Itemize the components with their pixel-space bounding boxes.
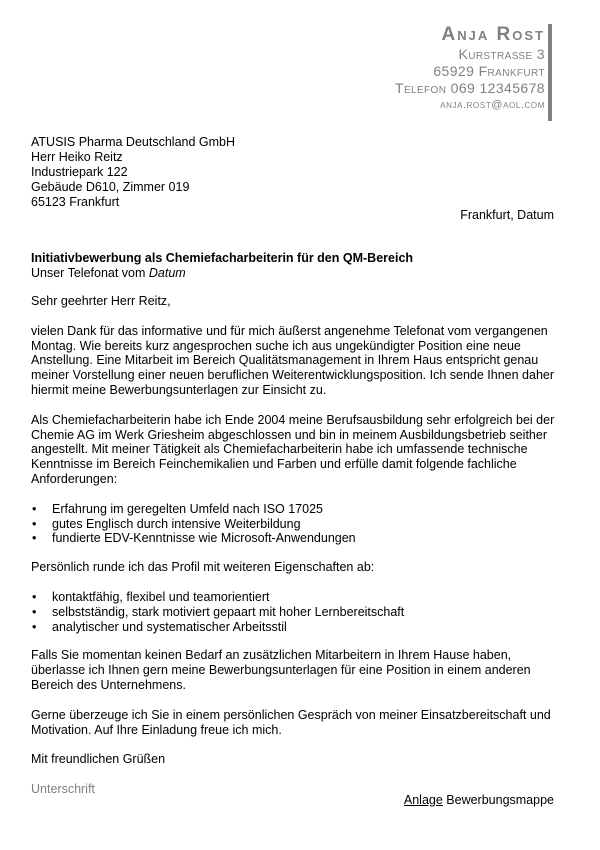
- subject-line: Initiativbewerbung als Chemiefacharbeiterin für den QM-Bereich: [31, 251, 414, 265]
- bullet-icon: •: [32, 604, 37, 619]
- bullet-icon: •: [32, 516, 37, 531]
- paragraph-alternative: Falls Sie momentan keinen Bedarf an zusätzlichen Mitarbeitern in Ihrem Hause haben, überlasse ich Ihnen gern meine Bewerbungsunterlagen für eine Position in einem anderen Bereich des Unternehmens.: [31, 648, 531, 692]
- list-item: • Erfahrung im geregelten Umfeld nach ISO 17025: [32, 501, 323, 516]
- list-item: • gutes Englisch durch intensive Weiterbildung: [32, 516, 301, 531]
- paragraph-closing: Gerne überzeuge ich Sie in einem persönlichen Gespräch von meiner Einsatzbereitschaft und Motivation. Auf Ihre Einladung freue ich mich.: [31, 707, 551, 737]
- letter-body: [31, 294, 561, 797]
- list-item: • kontaktfähig, flexibel und teamorientiert: [32, 589, 270, 604]
- closing-greeting: Mit freundlichen Grüßen: [31, 752, 166, 767]
- list-item: • fundierte EDV-Kenntnisse wie Microsoft-Anwendungen: [32, 531, 356, 546]
- sender-accent-bar: [548, 24, 552, 121]
- recipient-company: ATUSIS Pharma Deutschland GmbH: [31, 135, 236, 149]
- bullet-icon: •: [32, 619, 37, 634]
- qualifications-list: [31, 502, 561, 546]
- attachment-label: Anlage: [403, 793, 443, 807]
- sender-phone: Telefon 069 12345678: [395, 80, 545, 96]
- bullet-icon: •: [32, 501, 37, 516]
- attachment-note: [404, 793, 554, 807]
- sender-block: [395, 24, 545, 114]
- recipient-city: 65123 Frankfurt: [31, 195, 120, 209]
- subject-block: [31, 251, 413, 281]
- sender-name: Anja Rost: [441, 24, 545, 45]
- reference-line: [31, 266, 413, 281]
- paragraph-intro: vielen Dank für das informative und für mich äußerst angenehme Telefonat vom vergangenen Montag. Wie bereits kurz angesprochen suche ich aus ungekündigter Position eine neue Anstellung. Eine Mitarbeit im Bereich Qualitätsmanagement in Ihrem Haus entspricht genau meiner Vorstellung einer neuen beruflichen Weiterentwicklungsposition. Ich sende Ihnen daher hiermit meine Bewerbungsunterlagen zur Einsicht zu.: [31, 323, 555, 397]
- reference-date: Datum: [148, 266, 186, 280]
- attachment-text: Bewerbungsmappe: [442, 793, 554, 807]
- salutation: Sehr geehrter Herr Reitz,: [31, 294, 171, 308]
- sender-city: 65929 Frankfurt: [433, 63, 545, 79]
- recipient-address: [31, 135, 235, 210]
- bullet-icon: •: [32, 531, 37, 546]
- list-item: • selbstständig, stark motiviert gepaart mit hoher Lernbereitschaft: [32, 604, 405, 619]
- reference-prefix: Unser Telefonat vom: [31, 266, 149, 280]
- recipient-contact: Herr Heiko Reitz: [31, 150, 123, 164]
- recipient-building: Gebäude D610, Zimmer 019: [31, 180, 190, 194]
- paragraph-traits-intro: Persönlich runde ich das Profil mit weiteren Eigenschaften ab:: [31, 560, 375, 575]
- traits-list: [31, 590, 561, 634]
- bullet-icon: •: [32, 589, 37, 604]
- paragraph-qualification: Als Chemiefacharbeiterin habe ich Ende 2004 meine Berufsausbildung sehr erfolgreich bei der Chemie AG im Werk Griesheim abgeschlossen und bin in meinem Ausbildungsbetrieb seither angestellt. Mit meiner Tätigkeit als Chemiefacharbeiterin habe ich umfassende technische Kenntnisse im Bereich Feinchemikalien und Farben und erfülle damit folgende fachliche Anforderungen:: [31, 412, 555, 486]
- recipient-street: Industriepark 122: [31, 165, 128, 179]
- signature-placeholder: Unterschrift: [31, 782, 95, 797]
- sender-email: anja.rost@aol.com: [440, 99, 545, 111]
- place-date: Frankfurt, Datum: [460, 208, 554, 222]
- sender-street: Kurstraße 3: [458, 46, 545, 62]
- list-item: • analytischer und systematischer Arbeitsstil: [32, 619, 287, 634]
